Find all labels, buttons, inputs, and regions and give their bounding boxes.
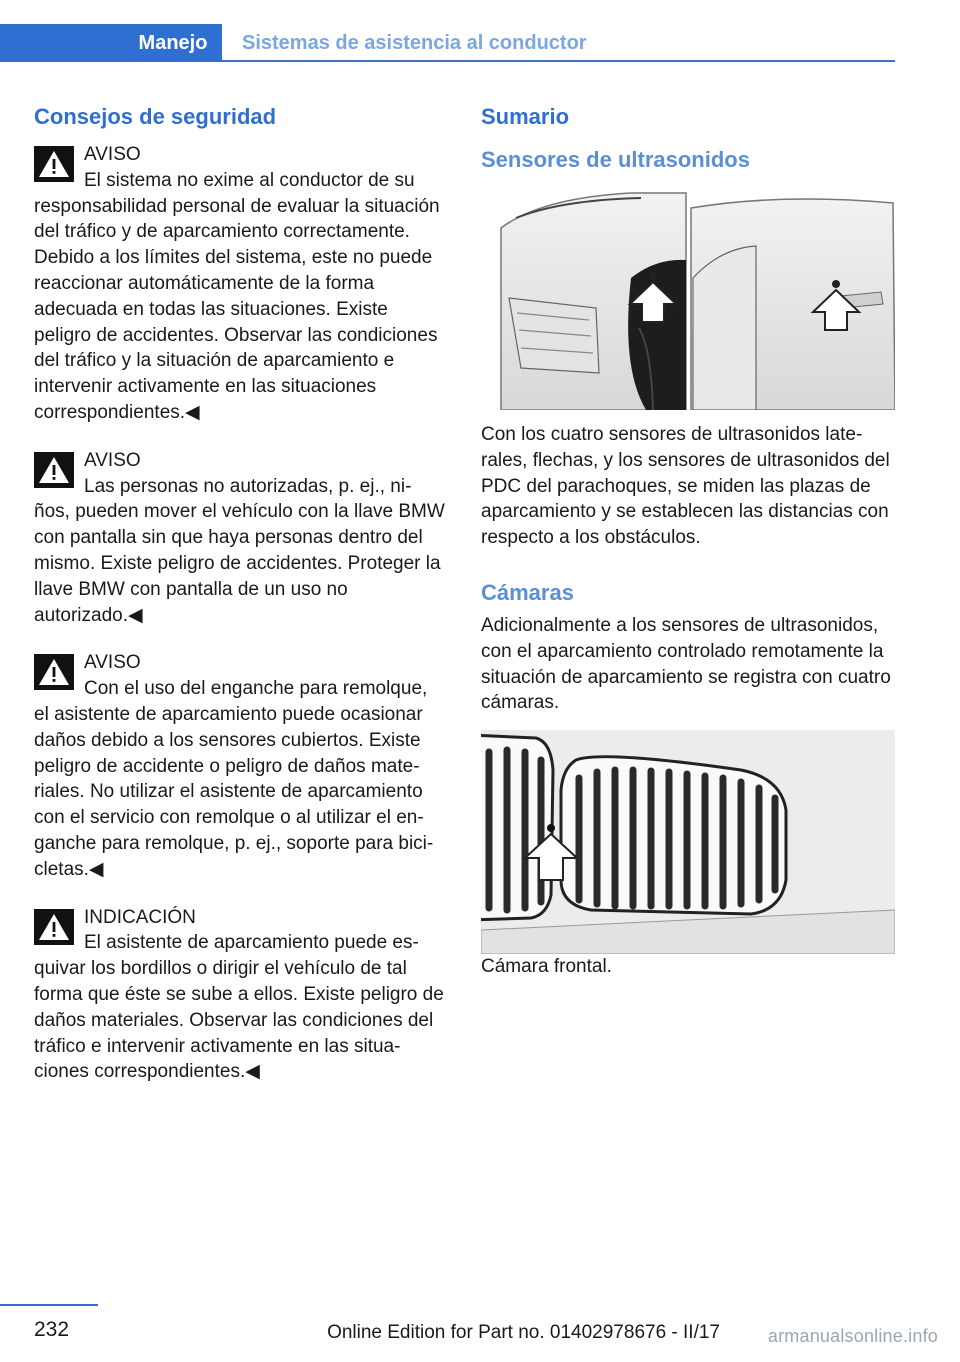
header-section-title: Sistemas de asistencia al conductor (242, 32, 587, 54)
warning-triangle-icon (34, 909, 74, 945)
warning-first-line: Con el uso del enganche para remolque, (84, 678, 428, 700)
warning-body: el asistente de aparcamiento puede ocasionar daños debido a los sensores cubiertos. Existe peligro de accidente o peligro de daños materiales. No utilizar el asistente de aparcamiento con el servicio con remolque o al utilizar el enganche para remolque, p. ej., soporte para bicicletas.◀ (34, 703, 434, 880)
subsection-ultrasonic-sensors: Sensores de ultrasonidos (481, 147, 750, 172)
front-camera-caption: Cámara frontal. (481, 956, 612, 978)
warning-label: AVISO (84, 652, 141, 674)
footer-rule (0, 1304, 98, 1306)
page-header (0, 24, 895, 62)
front-camera-illustration (481, 730, 895, 954)
header-chapter-tab[interactable]: Manejo (138, 32, 208, 54)
note-label: INDICACIÓN (84, 906, 196, 928)
warning-first-line: Las personas no autorizadas, p. ej., ni- (84, 475, 412, 497)
cameras-description: Adicionalmente a los sensores de ultrasonidos, con el aparcamiento controlado remotamente la situación de aparcamiento se registra con cuatro cámaras. (481, 614, 891, 714)
section-title-summary: Sumario (481, 104, 570, 129)
warning-triangle-icon (34, 146, 74, 182)
warning-block-1 (34, 142, 448, 426)
ultrasonic-description: Con los cuatro sensores de ultrasonidos laterales, flechas, y los sensores de ultrasonidos del PDC del parachoques, se miden las plazas de aparcamiento y se establecen las distancias con respecto a los obstáculos. (481, 424, 890, 549)
note-body: quivar los bordillos o dirigir el vehículo de tal forma que éste se sube a ellos. Existe peligro de daños materiales. Observar las condiciones del tráfico e intervenir activamente en las situaciones correspondientes.◀ (34, 958, 444, 1083)
warning-body: ños, pueden mover el vehículo con la llave BMW con pantalla sin que haya personas dentro del mismo. Existe peligro de accidentes. Proteger la llave BMW con pantalla de un uso no autorizado.◀ (34, 501, 445, 626)
car-side-sensor-drawing (481, 188, 895, 410)
warning-label: AVISO (84, 449, 141, 471)
warning-triangle-icon (34, 654, 74, 690)
note-first-line: El asistente de aparcamiento puede es- (84, 932, 419, 954)
page-number: 232 (34, 1318, 70, 1341)
ultrasonic-sensors-illustration (481, 188, 895, 410)
warning-first-line: El sistema no exime al conductor de su (84, 169, 415, 191)
section-title-safety: Consejos de seguridad (34, 104, 277, 129)
note-block (34, 905, 448, 1086)
warning-triangle-icon (34, 452, 74, 488)
edition-note: Online Edition for Part no. 01402978676 - II/17 (327, 1322, 720, 1343)
warning-block-3 (34, 650, 448, 882)
left-column (34, 98, 448, 1085)
right-column (481, 98, 895, 980)
kidney-grille-drawing (481, 730, 895, 954)
warning-block-2 (34, 448, 448, 629)
warning-body: responsabilidad personal de evaluar la situación del tráfico y de aparcamiento correctamente. Debido a los límites del sistema, este no puede reaccionar automáticamente de la forma adecuada en todas las situaciones. Existe peligro de accidentes. Observar las condiciones del tráfico y la situación de aparcamiento e intervenir activamente en las situaciones correspondientes.◀ (34, 195, 440, 423)
watermark-text: armanualsonline.info (767, 1326, 938, 1346)
warning-label: AVISO (84, 144, 141, 165)
subsection-cameras: Cámaras (481, 579, 574, 605)
